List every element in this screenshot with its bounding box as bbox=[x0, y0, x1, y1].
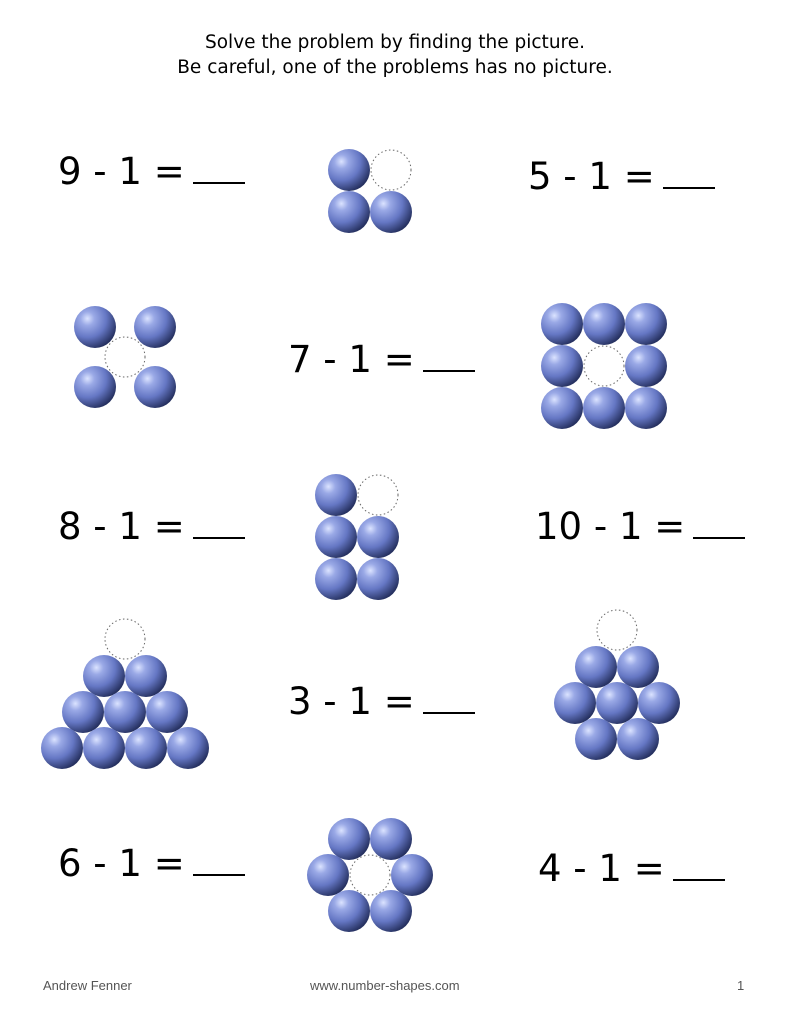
problem-text: 4 - 1 = bbox=[538, 847, 665, 890]
ball bbox=[125, 727, 167, 769]
picture-grid-6[interactable] bbox=[315, 474, 399, 600]
ball bbox=[370, 818, 412, 860]
instruction-line-2: Be careful, one of the problems has no picture. bbox=[177, 57, 613, 78]
ball bbox=[328, 818, 370, 860]
problem-text: 3 - 1 = bbox=[288, 680, 415, 723]
ball bbox=[315, 558, 357, 600]
ball bbox=[554, 682, 596, 724]
footer-author: Andrew Fenner bbox=[43, 978, 132, 993]
ball bbox=[357, 516, 399, 558]
picture-corners-4[interactable] bbox=[74, 306, 176, 408]
picture-ring-8[interactable] bbox=[541, 303, 667, 429]
ball bbox=[167, 727, 209, 769]
ball bbox=[62, 691, 104, 733]
problem-text: 7 - 1 = bbox=[288, 338, 415, 381]
ball bbox=[575, 646, 617, 688]
ball bbox=[541, 303, 583, 345]
removed-ball bbox=[358, 475, 398, 515]
ball bbox=[83, 727, 125, 769]
ball bbox=[541, 345, 583, 387]
problem-text: 5 - 1 = bbox=[528, 155, 655, 198]
picture-ring-6[interactable] bbox=[307, 818, 433, 932]
ball bbox=[83, 655, 125, 697]
ball bbox=[625, 303, 667, 345]
removed-ball bbox=[350, 855, 390, 895]
removed-ball bbox=[371, 150, 411, 190]
picture-square-4[interactable] bbox=[328, 149, 412, 233]
ball bbox=[370, 191, 412, 233]
ball bbox=[625, 345, 667, 387]
ball bbox=[328, 890, 370, 932]
ball bbox=[370, 890, 412, 932]
problem-text: 9 - 1 = bbox=[58, 150, 185, 193]
ball bbox=[307, 854, 349, 896]
removed-ball bbox=[584, 346, 624, 386]
ball bbox=[134, 366, 176, 408]
removed-ball bbox=[597, 610, 637, 650]
footer-page-number: 1 bbox=[737, 978, 745, 993]
ball bbox=[328, 191, 370, 233]
ball bbox=[575, 718, 617, 760]
ball bbox=[328, 149, 370, 191]
footer-website[interactable]: www.number-shapes.com bbox=[310, 978, 460, 993]
problem-text: 10 - 1 = bbox=[535, 505, 686, 548]
problem-text: 8 - 1 = bbox=[58, 505, 185, 548]
ball bbox=[74, 366, 116, 408]
ball bbox=[41, 727, 83, 769]
problem-text: 6 - 1 = bbox=[58, 842, 185, 885]
ball bbox=[125, 655, 167, 697]
ball bbox=[541, 387, 583, 429]
ball bbox=[104, 691, 146, 733]
ball bbox=[357, 558, 399, 600]
ball bbox=[315, 516, 357, 558]
ball bbox=[146, 691, 188, 733]
ball bbox=[596, 682, 638, 724]
ball bbox=[583, 303, 625, 345]
ball bbox=[74, 306, 116, 348]
picture-triangle-10[interactable] bbox=[41, 619, 209, 769]
ball bbox=[638, 682, 680, 724]
picture-hexagon-7[interactable] bbox=[554, 610, 680, 760]
ball bbox=[315, 474, 357, 516]
ball bbox=[134, 306, 176, 348]
removed-ball bbox=[105, 337, 145, 377]
ball bbox=[617, 718, 659, 760]
ball bbox=[391, 854, 433, 896]
removed-ball bbox=[105, 619, 145, 659]
ball bbox=[625, 387, 667, 429]
instruction-line-1: Solve the problem by finding the picture. bbox=[205, 32, 585, 53]
ball bbox=[617, 646, 659, 688]
ball bbox=[583, 387, 625, 429]
